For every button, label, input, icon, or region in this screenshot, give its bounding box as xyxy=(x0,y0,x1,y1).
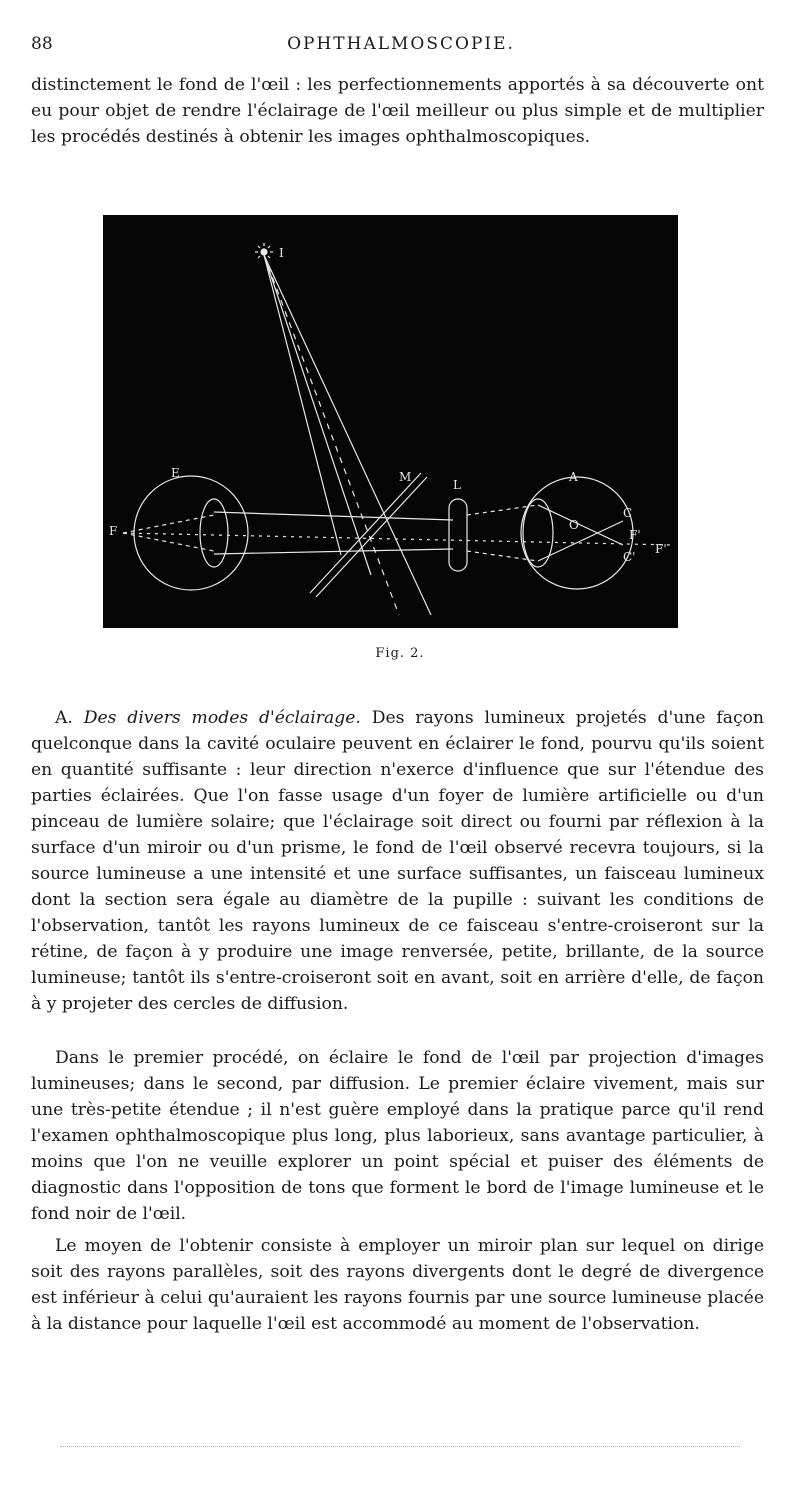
label-point-c2: C' xyxy=(623,550,636,564)
section-paragraph-2: Dans le premier procédé, on éclaire le fond de l'œil par projection d'images lumineuses; dans le second, par diffusion. Le premier éclaire vivement, mais sur une très-petite étendue ; il n'est guère employé dans la pratique parce qu'il rend l'examen ophthalmoscopique plus long, plus laborieux, sans avantage particulier, à moins que l'on ne veuille explorer un point spécial et puiser des éléments de diagnostic dans l'opposition de tons que forment le bord de l'image lumineuse et le fond noir de l'œil. xyxy=(31,1048,764,1224)
label-point-f2: F' xyxy=(629,528,641,542)
section-paragraph-1 xyxy=(31,705,764,1017)
label-eye-right: A xyxy=(569,470,578,484)
label-light: I xyxy=(279,246,284,260)
incident-ray-1 xyxy=(264,255,341,555)
label-focus-left: F xyxy=(109,524,118,538)
label-point-c: C xyxy=(623,506,633,520)
running-head xyxy=(31,34,771,56)
section-letter: A. xyxy=(55,708,73,728)
label-lens: L xyxy=(453,478,461,492)
incident-ray-4 xyxy=(264,255,399,615)
beam-upper xyxy=(214,512,453,520)
diagram-svg xyxy=(103,215,678,628)
label-point-f2-outer: F' xyxy=(655,542,667,556)
observer-eye-left xyxy=(134,476,248,590)
plane-mirror xyxy=(310,473,427,597)
intro-paragraph: distinctement le fond de l'œil : les perfectionnements apportés à sa découverte ont eu pour objet de rendre l'éclairage de l'œil meilleur ou plus simple et de multiplier les procédés destinés à obtenir les images ophthalmoscopiques. xyxy=(31,75,764,147)
page-number: 88 xyxy=(31,34,53,54)
section-heading: Des divers modes d'éclairage. xyxy=(83,708,361,728)
section-paragraph-3: Le moyen de l'obtenir consiste à employer un miroir plan sur lequel on dirige soit des rayons parallèles, soit des rayons divergents dont le degré de divergence est inférieur à celui qu'auraient les rayons fournis par une source lumineuse placée à la distance pour laquelle l'œil est accommodé au moment de l'observation. xyxy=(31,1236,764,1334)
label-eye-left: E xyxy=(171,466,180,480)
footer-rule xyxy=(60,1446,740,1448)
label-point-o: O xyxy=(569,518,579,532)
paragraph-1-body: Des rayons lumineux projetés d'une façon quelconque dans la cavité oculaire peuvent en éclairer le fond, pourvu qu'ils soient en quantité suffisante : leur direction n'exerce d'influence que sur l'étendue des parties éclairées. Que l'on fasse usage d'un foyer de lumière artificielle ou d'un pinceau de lumière solaire; que l'éclairage soit direct ou fourni par réflexion à la surface d'un miroir ou d'un prisme, le fond de l'œil observé recevra toujours, si la source lumineuse a une intensité et une surface suffisantes, un faisceau lumineux dont la section sera égale au diamètre de la pupille : suivant les conditions de l'observation, tantôt les rayons lumineux de ce faisceau s'entre-croiseront sur la rétine, de façon à y produire une image renversée, petite, brillante, de la source lumineuse; tantôt ils s'entre-croiseront soit en avant, soit en arrière d'elle, de façon à y projeter des cercles de diffusion. xyxy=(31,708,764,1014)
observed-eye-right xyxy=(521,477,636,589)
convex-lens xyxy=(449,499,467,571)
label-mirror: M xyxy=(399,470,412,484)
lens-left-eye xyxy=(200,499,228,567)
running-title: OPHTHALMOSCOPIE. xyxy=(287,34,515,54)
beam-lower xyxy=(214,549,453,554)
ophthalmoscope-diagram xyxy=(103,215,678,628)
incident-ray-3 xyxy=(264,255,431,615)
incident-ray-2 xyxy=(264,255,371,575)
lens-right-eye xyxy=(523,499,553,567)
figure-caption: Fig. 2. xyxy=(375,646,425,661)
